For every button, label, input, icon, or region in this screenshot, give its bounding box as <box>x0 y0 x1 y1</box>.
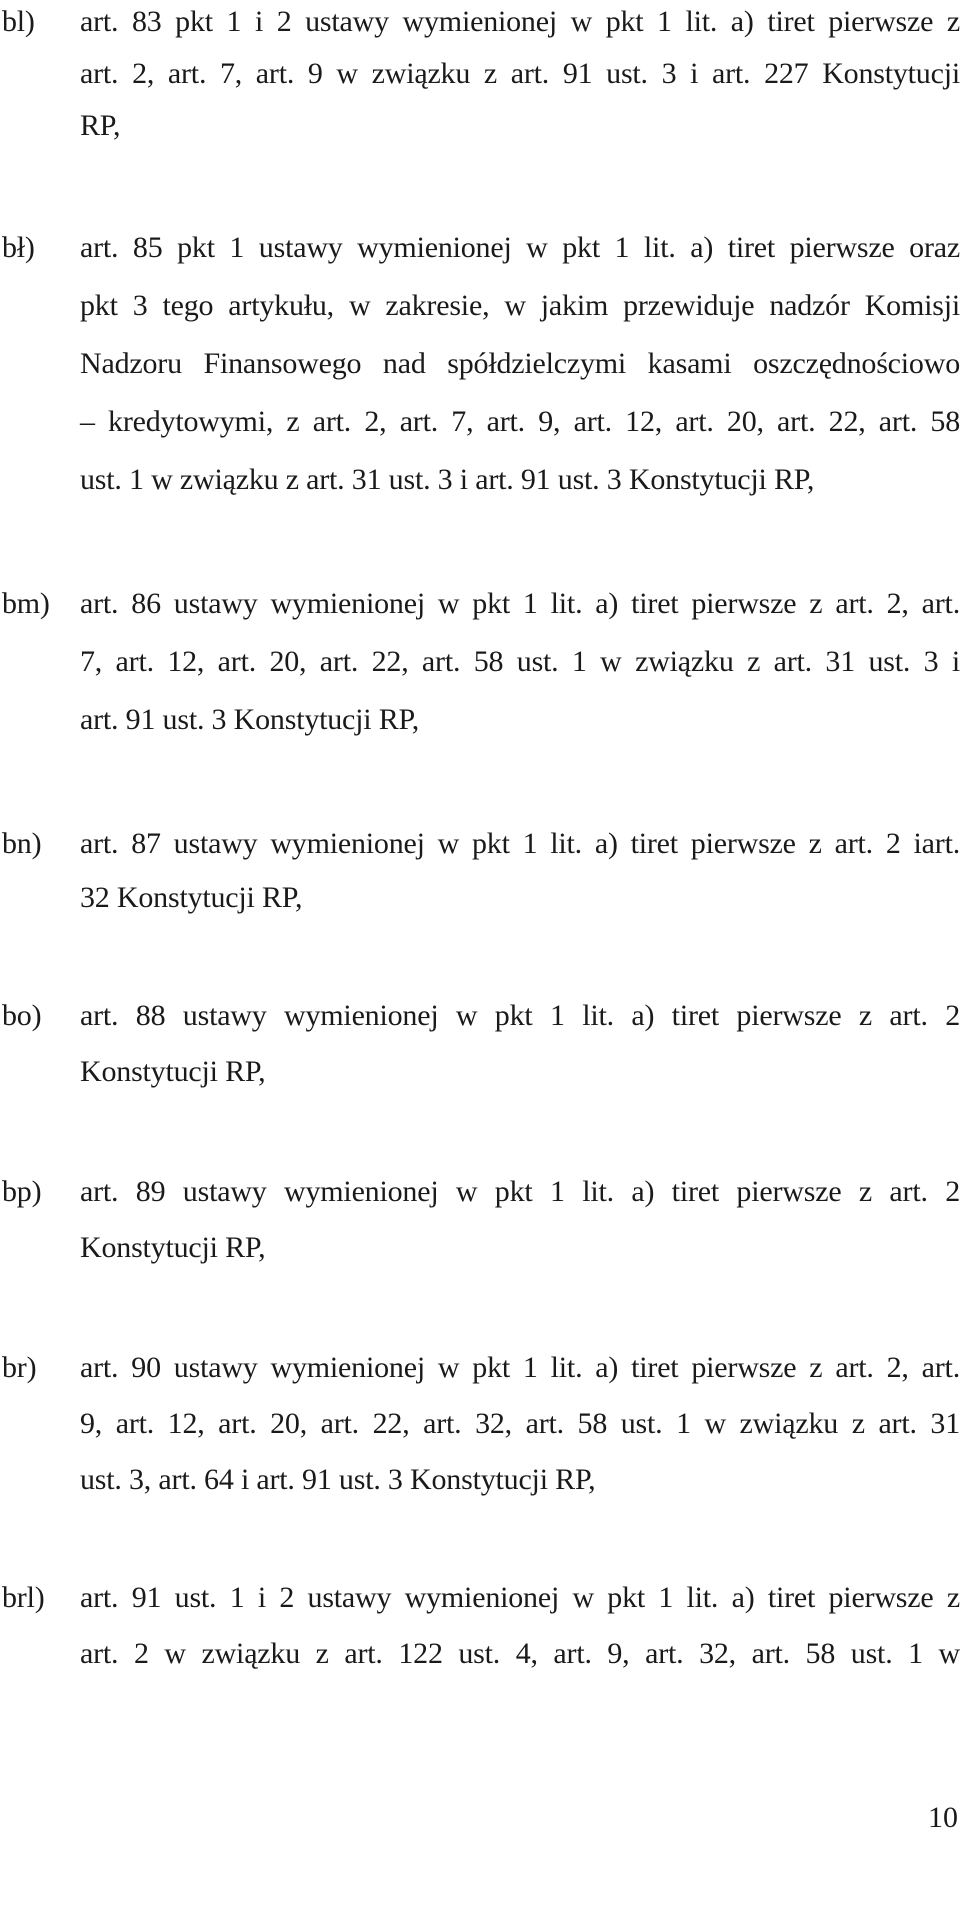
item-line: art. 2 w związku z art. 122 ust. 4, art. 9, art. 32, art. 58 ust. 1 w <box>80 1637 960 1670</box>
item-line: 9, art. 12, art. 20, art. 22, art. 32, art. 58 ust. 1 w związku z art. 31 <box>80 1407 960 1440</box>
page-number: 10 <box>928 1801 958 1834</box>
item-line: Konstytucji RP, <box>80 1055 266 1088</box>
item-marker: bl) <box>2 5 35 38</box>
item-marker: bł) <box>2 231 35 264</box>
item-line: art. 88 ustawy wymienionej w pkt 1 lit. a) tiret pierwsze z art. 2 <box>80 999 960 1032</box>
item-line: ust. 1 w związku z art. 31 ust. 3 i art. 91 ust. 3 Konstytucji RP, <box>80 463 815 496</box>
item-marker: brl) <box>2 1581 45 1614</box>
item-line: 7, art. 12, art. 20, art. 22, art. 58 ust. 1 w związku z art. 31 ust. 3 i <box>80 645 960 678</box>
item-marker: bp) <box>2 1175 42 1208</box>
item-line: pkt 3 tego artykułu, w zakresie, w jakim przewiduje nadzór Komisji <box>80 289 960 322</box>
item-line: – kredytowymi, z art. 2, art. 7, art. 9, art. 12, art. 20, art. 22, art. 58 <box>80 405 960 438</box>
item-line: art. 91 ust. 3 Konstytucji RP, <box>80 703 420 736</box>
item-line: art. 85 pkt 1 ustawy wymienionej w pkt 1 lit. a) tiret pierwsze oraz <box>80 231 960 264</box>
item-line: ust. 3, art. 64 i art. 91 ust. 3 Konstytucji RP, <box>80 1463 596 1496</box>
item-line: Konstytucji RP, <box>80 1231 266 1264</box>
item-marker: bm) <box>2 587 50 620</box>
item-marker: bo) <box>2 999 42 1032</box>
item-line: art. 86 ustawy wymienionej w pkt 1 lit. a) tiret pierwsze z art. 2, art. <box>80 587 960 620</box>
item-line: art. 2, art. 7, art. 9 w związku z art. 91 ust. 3 i art. 227 Konstytucji <box>80 57 960 90</box>
item-line: 32 Konstytucji RP, <box>80 881 303 914</box>
item-line: art. 83 pkt 1 i 2 ustawy wymienionej w pkt 1 lit. a) tiret pierwsze z <box>80 5 960 38</box>
item-line: art. 87 ustawy wymienionej w pkt 1 lit. a) tiret pierwsze z art. 2 iart. <box>80 827 960 860</box>
item-line: art. 89 ustawy wymienionej w pkt 1 lit. a) tiret pierwsze z art. 2 <box>80 1175 960 1208</box>
item-line: Nadzoru Finansowego nad spółdzielczymi kasami oszczędnościowo <box>80 347 960 380</box>
item-marker: br) <box>2 1351 37 1384</box>
item-line: art. 91 ust. 1 i 2 ustawy wymienionej w pkt 1 lit. a) tiret pierwsze z <box>80 1581 960 1614</box>
item-marker: bn) <box>2 827 42 860</box>
item-line: RP, <box>80 109 121 142</box>
item-line: art. 90 ustawy wymienionej w pkt 1 lit. a) tiret pierwsze z art. 2, art. <box>80 1351 960 1384</box>
